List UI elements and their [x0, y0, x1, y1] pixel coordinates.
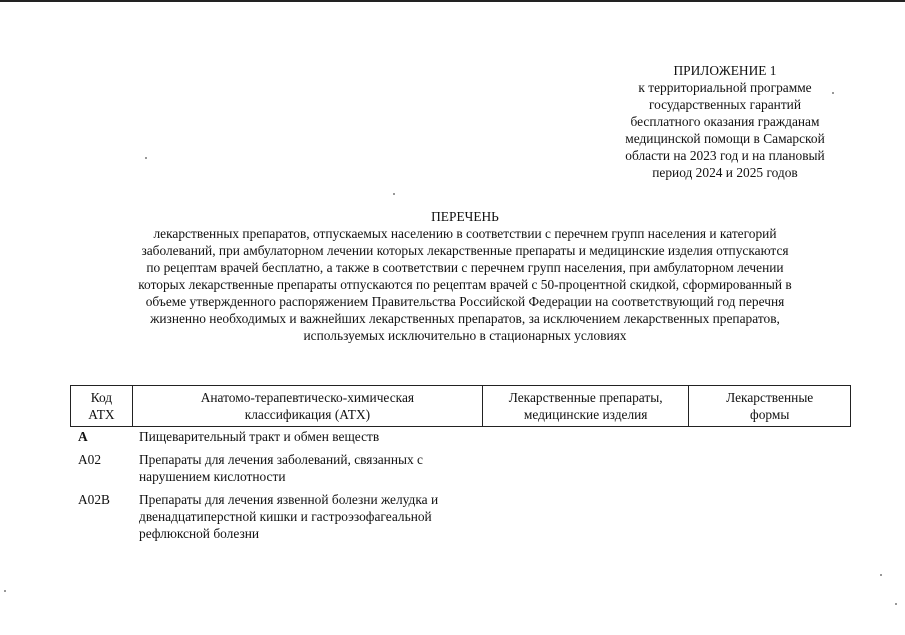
appendix-line: ПРИЛОЖЕНИЕ 1: [673, 63, 777, 78]
row-name: [132, 451, 477, 485]
header-cell-code: [71, 386, 133, 426]
title-line: объеме утвержденного распоряжением Правительства Российской Федерации на соответствующий год перечня: [145, 294, 785, 309]
row-name-line: рефлюксной болезни: [139, 526, 260, 541]
appendix-line: период 2024 и 2025 годов: [652, 165, 798, 180]
header-cell-classification: [133, 386, 483, 426]
scan-speck: [895, 603, 897, 605]
title-line: заболеваний, при амбулаторном лечении которых лекарственные препараты и медицинские изделия отпускаются: [141, 243, 789, 258]
row-name: [132, 491, 477, 542]
header-text: АТХ: [88, 407, 115, 422]
row-name-line: Препараты для лечения язвенной болезни желудка и: [139, 492, 439, 507]
title-line: лекарственных препаратов, отпускаемых населению в соответствии с перечнем групп населения и категорий: [153, 226, 777, 241]
header-cell-forms: [689, 386, 850, 426]
title-line: которых лекарственные препараты отпускаются по рецептам врачей с 50-процентной скидкой, сформированный в: [138, 277, 792, 292]
table-header: [70, 385, 851, 427]
appendix-line: области на 2023 год и на плановый: [625, 148, 825, 163]
row-name: [132, 428, 477, 445]
title-line: используемых исключительно в стационарных условиях: [303, 328, 627, 343]
scan-speck: [880, 574, 882, 576]
appendix-line: к территориальной программе: [638, 80, 812, 95]
scan-speck: [393, 193, 395, 195]
row-code: А: [78, 429, 88, 444]
appendix-line: бесплатного оказания гражданам: [630, 114, 820, 129]
table-row: [70, 428, 851, 445]
table-body: [70, 428, 851, 548]
scan-speck: [832, 92, 834, 94]
row-name-line: двенадцатиперстной кишки и гастроэзофагеальной: [139, 509, 432, 524]
document-title: [80, 208, 850, 344]
row-name-line: Препараты для лечения заболеваний, связанных с: [139, 452, 423, 467]
appendix-header: [608, 62, 842, 181]
appendix-line: медицинской помощи в Самарской: [625, 131, 825, 146]
table-row: [70, 491, 851, 542]
header-text: Код: [90, 390, 113, 405]
appendix-line: государственных гарантий: [648, 97, 802, 112]
row-name-line: нарушением кислотности: [139, 469, 286, 484]
header-text: Анатомо-терапевтическо-химическая: [200, 390, 415, 405]
scan-speck: [145, 157, 147, 159]
row-code: А02: [78, 452, 102, 467]
scan-speck: [4, 590, 6, 592]
row-code: А02В: [78, 492, 110, 507]
header-text: Лекарственные препараты,: [508, 390, 663, 405]
header-text: классификация (АТХ): [244, 407, 371, 422]
table-row: [70, 451, 851, 485]
title-heading: ПЕРЕЧЕНЬ: [431, 209, 499, 224]
page-top-edge: [0, 0, 905, 2]
header-text: Лекарственные: [726, 390, 814, 405]
title-line: по рецептам врачей бесплатно, а также в соответствии с перечнем групп населения, при амбулаторном лечении: [146, 260, 784, 275]
header-cell-drugs: [483, 386, 689, 426]
header-text: медицинские изделия: [523, 407, 648, 422]
row-name-line: Пищеварительный тракт и обмен веществ: [139, 429, 380, 444]
title-line: жизненно необходимых и важнейших лекарственных препаратов, за исключением лекарственных препаратов,: [150, 311, 780, 326]
header-text: формы: [750, 407, 790, 422]
